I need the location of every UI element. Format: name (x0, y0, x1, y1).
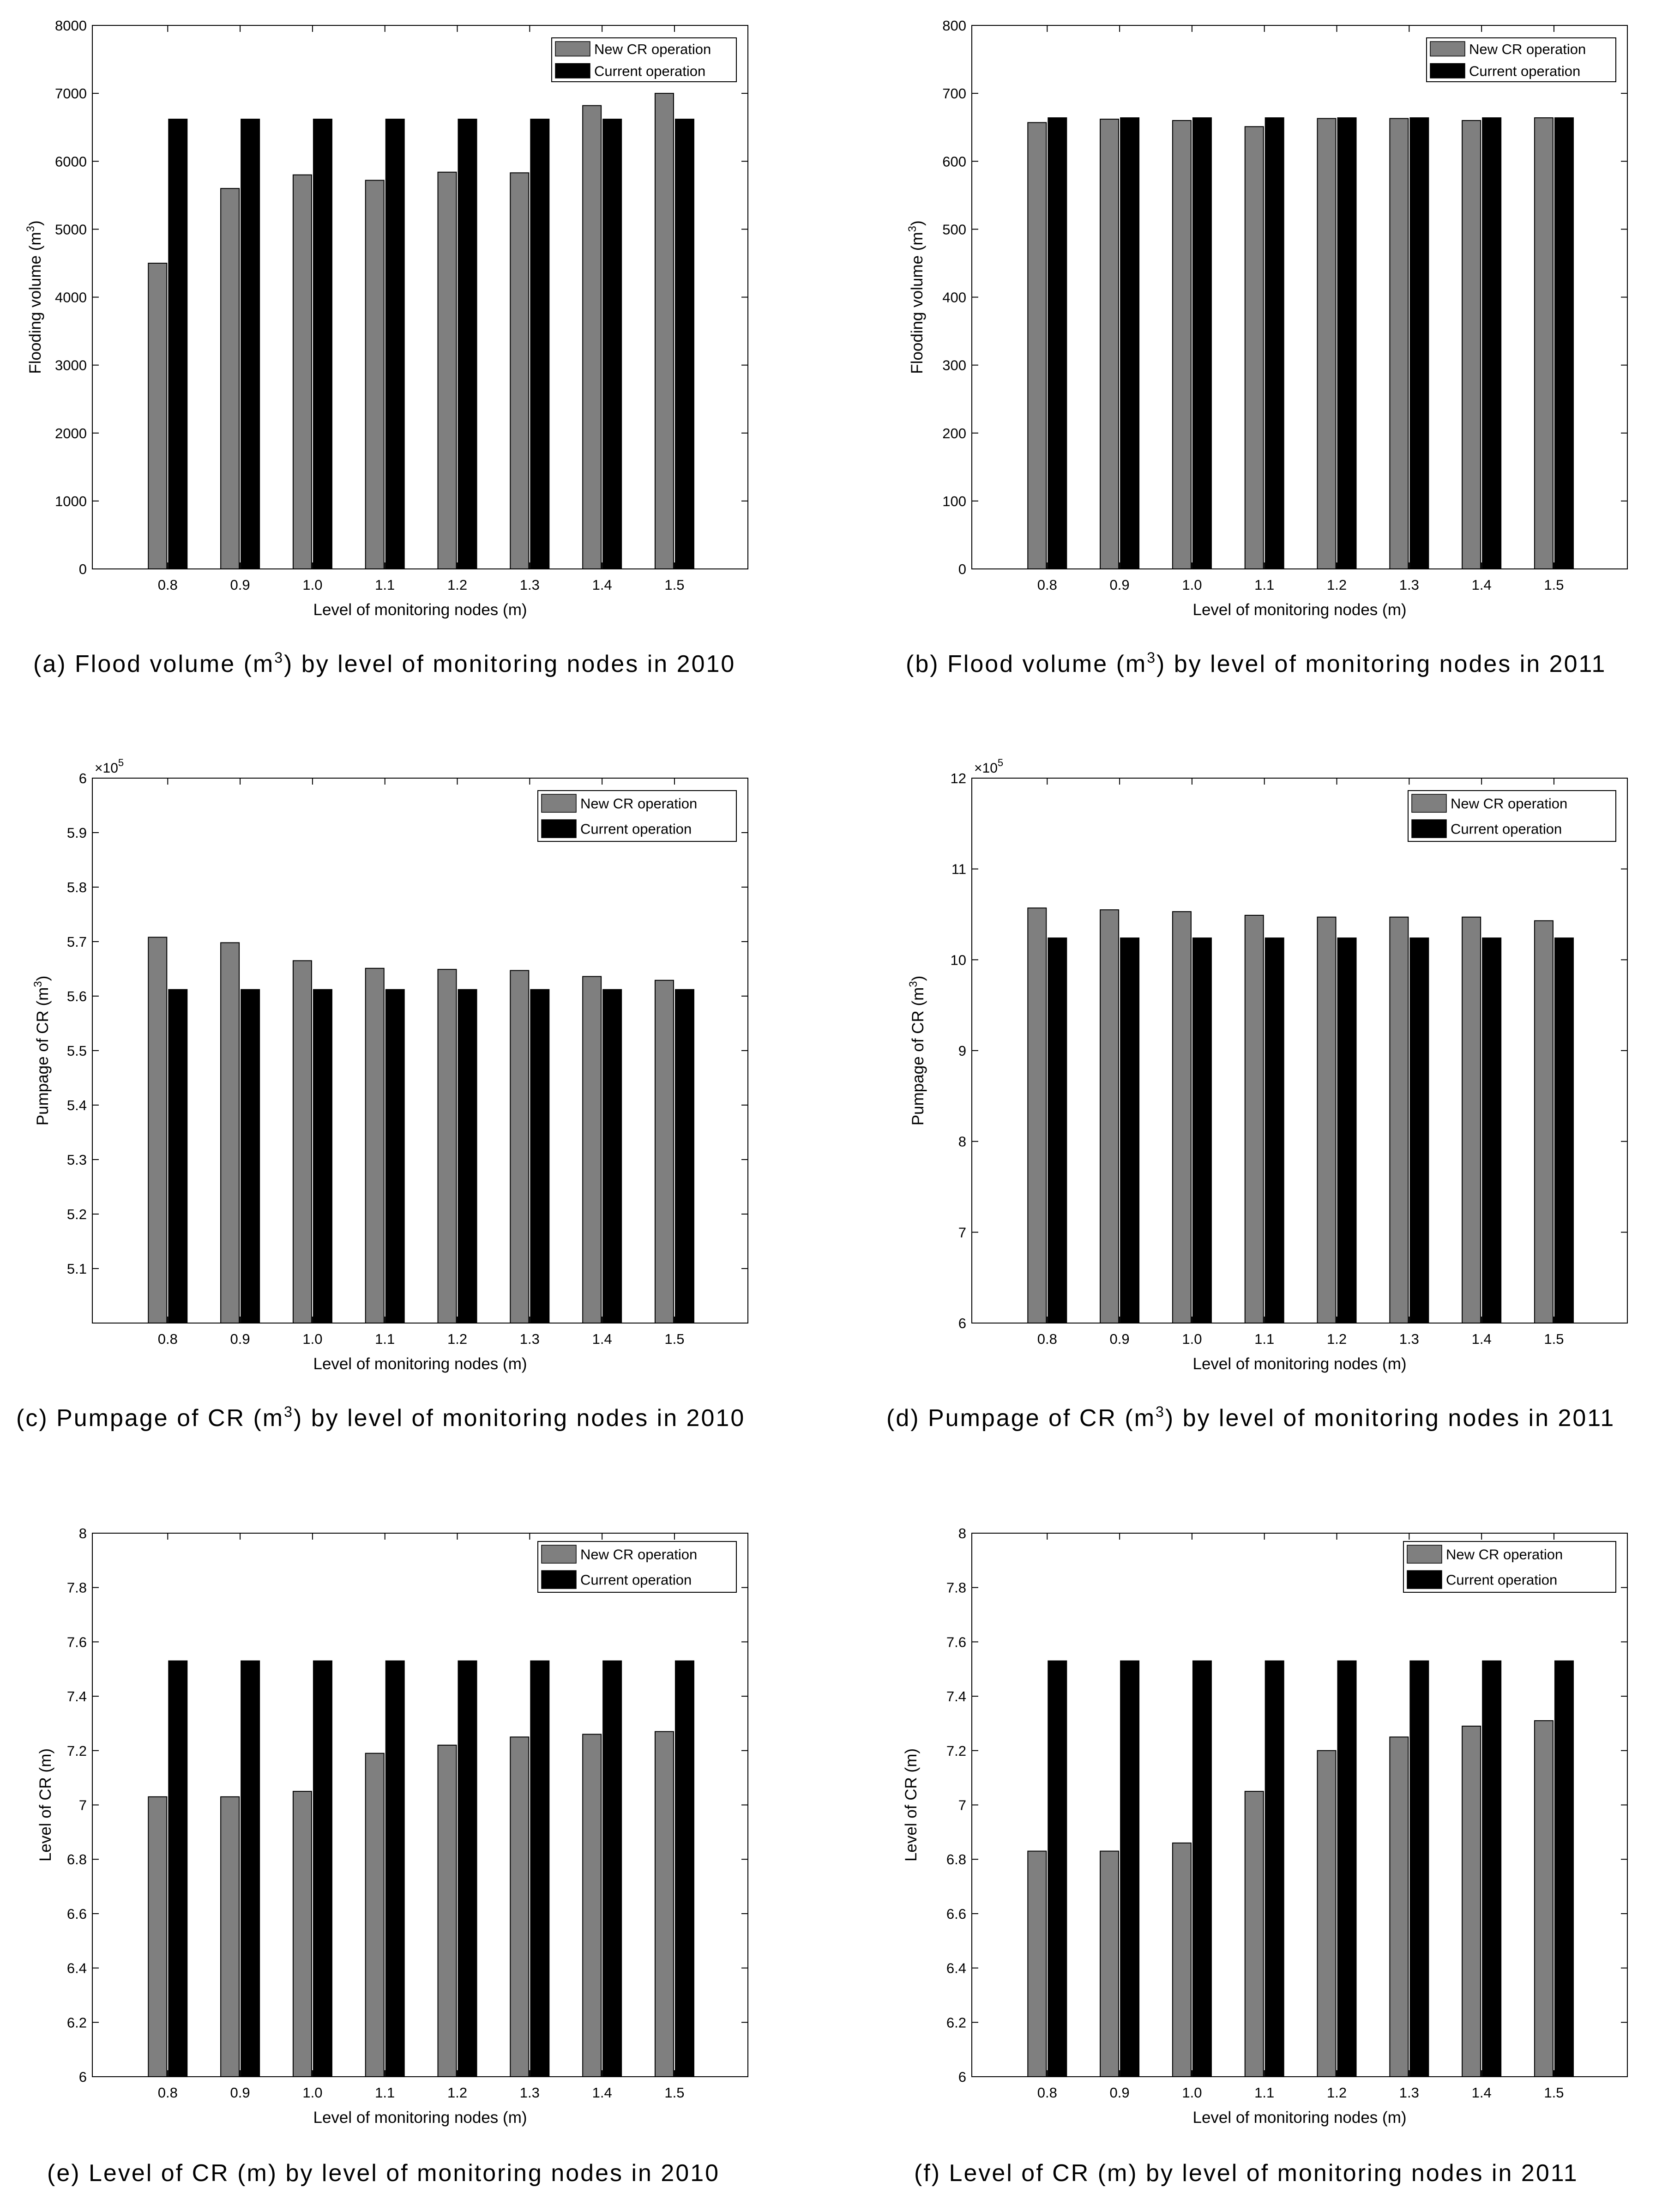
y-multiplier-base: ×10 (95, 761, 118, 776)
y-tick-label: 1000 (55, 493, 87, 509)
x-tick-label: 0.8 (157, 1331, 178, 1347)
legend (1427, 38, 1616, 82)
caption-text-end: ) by level of monitoring nodes in 2010 (284, 651, 736, 677)
y-axis-label-sup: 3 (906, 225, 919, 232)
y-axis-label-close: ) (34, 975, 52, 981)
bar-current-operation-1.4 (603, 990, 621, 1323)
y-tick-label: 5.6 (66, 988, 87, 1004)
y-tick-label: 100 (942, 493, 966, 509)
legend-label-new-cr-operation: New CR operation (1451, 795, 1568, 812)
panel-caption-f (914, 2160, 1578, 2187)
x-axis-label: Level of monitoring nodes (m) (1192, 2109, 1407, 2127)
chart-panel-b (906, 18, 1627, 677)
bar-current-operation-0.9 (241, 1661, 259, 2077)
x-tick-label: 1.2 (1326, 577, 1347, 593)
x-tick-label: 0.8 (157, 577, 178, 593)
legend-label-current-operation: Current operation (1469, 63, 1581, 79)
legend (538, 791, 736, 841)
legend-label-current-operation: Current operation (1451, 821, 1562, 837)
y-tick-label: 600 (942, 153, 966, 170)
axes-box (92, 778, 748, 1323)
bar-new-cr-operation-1.3 (510, 173, 529, 569)
y-tick-label: 5.5 (66, 1043, 87, 1059)
bar-new-cr-operation-1.3 (1390, 917, 1408, 1323)
y-tick-label: 6.4 (946, 1960, 966, 1976)
panel-caption-e (47, 2160, 720, 2187)
x-tick-label: 1.1 (1254, 577, 1275, 593)
bar-current-operation-1.2 (1338, 1661, 1356, 2077)
bar-current-operation-1.0 (1193, 118, 1211, 569)
y-axis-label (24, 220, 44, 374)
bar-new-cr-operation-1.1 (366, 1753, 384, 2077)
bar-new-cr-operation-0.9 (221, 188, 239, 569)
y-tick-label: 7.2 (66, 1742, 87, 1759)
x-tick-label: 1.3 (519, 1331, 540, 1347)
bar-new-cr-operation-1.2 (438, 969, 457, 1323)
x-tick-label: 1.0 (1182, 2085, 1202, 2101)
y-tick-label: 400 (942, 289, 966, 306)
bar-new-cr-operation-1.0 (1173, 121, 1191, 569)
chart-panel-d (886, 757, 1627, 1432)
caption-text-end: ) by level of monitoring nodes in 2011 (1165, 1405, 1615, 1432)
x-tick-label: 1.4 (592, 2085, 612, 2101)
y-tick-label: 500 (942, 221, 966, 238)
bar-new-cr-operation-0.8 (1028, 1851, 1046, 2077)
bar-current-operation-1.1 (386, 1661, 404, 2077)
caption-sup: 3 (1156, 1403, 1165, 1420)
legend-swatch-new-cr-operation (1412, 794, 1446, 812)
bar-new-cr-operation-0.9 (221, 1797, 239, 2077)
y-tick-label: 6 (958, 1315, 966, 1331)
y-multiplier-exp: 5 (118, 757, 124, 768)
chart-panel-e (36, 1525, 748, 2187)
bar-current-operation-1.0 (1193, 938, 1211, 1323)
bar-new-cr-operation-1.0 (293, 1791, 312, 2077)
bar-current-operation-1.1 (1265, 118, 1284, 569)
y-tick-label: 7.4 (946, 1688, 966, 1705)
x-tick-label: 0.9 (230, 1331, 250, 1347)
x-tick-label: 1.3 (1399, 2085, 1419, 2101)
y-axis-label-sup: 3 (32, 981, 44, 987)
x-tick-label: 1.5 (1544, 1331, 1564, 1347)
x-tick-label: 1.5 (664, 2085, 685, 2101)
y-axis-label-text: Pumpage of CR (m (909, 987, 927, 1126)
x-tick-label: 1.2 (1326, 2085, 1347, 2101)
y-axis-label-sup: 3 (24, 225, 37, 232)
x-tick-label: 1.4 (1471, 1331, 1492, 1347)
bar-new-cr-operation-1.1 (366, 180, 384, 569)
y-axis-label (906, 220, 926, 374)
x-axis-label: Level of monitoring nodes (m) (313, 601, 527, 619)
legend (552, 38, 736, 82)
x-axis-label: Level of monitoring nodes (m) (1192, 601, 1407, 619)
y-axis-label-text: Pumpage of CR (m (34, 987, 52, 1126)
caption-text: (e) Level of CR (m) by level of monitoring nodes in 2010 (47, 2160, 720, 2187)
y-tick-label: 9 (958, 1043, 966, 1059)
legend-label-current-operation: Current operation (580, 1571, 692, 1588)
y-tick-label: 7.6 (946, 1634, 966, 1650)
bar-new-cr-operation-1.2 (438, 1745, 457, 2077)
x-tick-label: 1.5 (664, 577, 685, 593)
y-tick-label: 5.1 (66, 1261, 87, 1277)
x-tick-label: 0.9 (1109, 1331, 1130, 1347)
bar-current-operation-1.5 (1555, 938, 1573, 1323)
y-tick-label: 7 (958, 1224, 966, 1241)
bar-current-operation-0.8 (1048, 118, 1066, 569)
y-tick-label: 7000 (55, 85, 87, 102)
bar-new-cr-operation-1.4 (583, 106, 601, 569)
bar-new-cr-operation-0.9 (1100, 1851, 1119, 2077)
y-tick-label: 4000 (55, 289, 87, 306)
bar-current-operation-1.5 (675, 1661, 694, 2077)
x-tick-label: 1.3 (1399, 1331, 1419, 1347)
bar-current-operation-1.1 (1265, 938, 1284, 1323)
x-tick-label: 1.4 (1471, 2085, 1492, 2101)
x-axis-label: Level of monitoring nodes (m) (313, 2109, 527, 2127)
y-tick-label: 6 (958, 2069, 966, 2085)
bar-current-operation-1.2 (458, 1661, 477, 2077)
bar-new-cr-operation-1.5 (1535, 1721, 1553, 2077)
caption-sup: 3 (274, 649, 284, 666)
bar-current-operation-1.2 (458, 990, 477, 1323)
y-tick-label: 7 (958, 1797, 966, 1813)
x-tick-label: 1.0 (302, 2085, 323, 2101)
bar-new-cr-operation-1.2 (1318, 119, 1336, 569)
bar-new-cr-operation-0.9 (221, 943, 239, 1323)
bar-current-operation-1.5 (1555, 1661, 1573, 2077)
bar-new-cr-operation-0.8 (148, 937, 167, 1323)
legend-swatch-new-cr-operation (542, 794, 576, 812)
y-tick-label: 10 (950, 952, 966, 968)
caption-sup: 3 (1147, 649, 1157, 666)
y-axis-label-close: ) (908, 220, 926, 226)
bar-current-operation-1.3 (530, 119, 549, 569)
legend-label-new-cr-operation: New CR operation (580, 1546, 698, 1563)
x-tick-label: 1.5 (664, 1331, 685, 1347)
legend-label-new-cr-operation: New CR operation (580, 795, 698, 812)
bar-new-cr-operation-1.4 (1462, 917, 1481, 1323)
bar-new-cr-operation-1.5 (655, 980, 674, 1323)
x-tick-label: 1.1 (375, 577, 395, 593)
legend-swatch-new-cr-operation (1430, 42, 1465, 56)
caption-text: (c) Pumpage of CR (m (16, 1405, 284, 1432)
y-tick-label: 5.7 (66, 934, 87, 950)
axes-box (972, 1533, 1627, 2077)
y-tick-label: 7.4 (66, 1688, 87, 1705)
y-tick-label: 11 (951, 861, 966, 877)
x-tick-label: 0.9 (230, 577, 250, 593)
axes-box (92, 25, 748, 569)
y-tick-label: 700 (942, 85, 966, 102)
bar-new-cr-operation-1.0 (293, 961, 312, 1323)
bar-current-operation-1.0 (1193, 1661, 1211, 2077)
x-tick-label: 1.0 (1182, 577, 1202, 593)
x-tick-label: 1.2 (447, 1331, 468, 1347)
y-tick-label: 6.4 (66, 1960, 87, 1976)
bar-current-operation-1.2 (458, 119, 477, 569)
bar-current-operation-1.1 (386, 119, 404, 569)
bar-current-operation-1.3 (1410, 118, 1428, 569)
y-tick-label: 8000 (55, 18, 87, 34)
legend-label-current-operation: Current operation (1446, 1571, 1558, 1588)
x-tick-label: 1.4 (592, 577, 612, 593)
y-tick-label: 6.8 (946, 1851, 966, 1868)
y-tick-label: 6 (78, 770, 87, 786)
legend (1408, 791, 1616, 841)
bar-new-cr-operation-1.0 (293, 175, 312, 569)
bar-current-operation-0.8 (1048, 938, 1066, 1323)
x-tick-label: 1.1 (1254, 1331, 1275, 1347)
y-axis-label-close: ) (26, 220, 44, 226)
y-tick-label: 800 (942, 18, 966, 34)
x-tick-label: 1.4 (1471, 577, 1492, 593)
x-tick-label: 0.9 (1109, 577, 1130, 593)
x-tick-label: 1.2 (447, 577, 468, 593)
bar-current-operation-1.4 (603, 119, 621, 569)
y-axis-label (32, 976, 52, 1126)
bar-current-operation-1.5 (675, 119, 694, 569)
bar-new-cr-operation-0.8 (148, 263, 167, 569)
x-tick-label: 1.3 (519, 577, 540, 593)
y-tick-label: 3000 (55, 357, 87, 374)
axes-box (972, 778, 1627, 1323)
chart-panel-f (902, 1525, 1627, 2187)
legend-swatch-new-cr-operation (542, 1545, 576, 1563)
x-tick-label: 1.1 (1254, 2085, 1275, 2101)
bar-new-cr-operation-1.5 (1535, 118, 1553, 569)
bar-new-cr-operation-1.3 (1390, 1737, 1408, 2077)
bar-new-cr-operation-1.4 (583, 1734, 601, 2077)
x-tick-label: 0.8 (157, 2085, 178, 2101)
y-tick-label: 7.2 (946, 1742, 966, 1759)
bar-current-operation-0.9 (241, 119, 259, 569)
bar-current-operation-0.9 (1120, 118, 1139, 569)
bar-current-operation-0.9 (241, 990, 259, 1323)
bar-current-operation-0.8 (169, 1661, 187, 2077)
bar-current-operation-1.3 (530, 1661, 549, 2077)
bar-new-cr-operation-0.8 (1028, 122, 1046, 569)
bar-new-cr-operation-0.8 (148, 1797, 167, 2077)
bar-current-operation-1.3 (1410, 1661, 1428, 2077)
caption-sup: 3 (284, 1403, 294, 1420)
bar-current-operation-1.5 (675, 990, 694, 1323)
caption-text: (a) Flood volume (m (33, 651, 275, 677)
bar-current-operation-1.1 (1265, 1661, 1284, 2077)
y-tick-label: 6.8 (66, 1851, 87, 1868)
bar-current-operation-1.3 (1410, 938, 1428, 1323)
y-tick-label: 2000 (55, 425, 87, 441)
legend-swatch-new-cr-operation (1407, 1545, 1442, 1563)
caption-text-end: ) by level of monitoring nodes in 2010 (293, 1405, 746, 1432)
y-tick-label: 5.3 (66, 1152, 87, 1168)
bar-current-operation-1.2 (1338, 118, 1356, 569)
legend-swatch-current-operation (1430, 64, 1465, 79)
y-multiplier-exp: 5 (997, 757, 1004, 768)
x-tick-label: 0.8 (1037, 577, 1057, 593)
x-axis-label: Level of monitoring nodes (m) (1192, 1355, 1407, 1373)
bar-current-operation-0.9 (1120, 938, 1139, 1323)
y-tick-label: 5.4 (66, 1097, 87, 1113)
y-axis-label (902, 1748, 920, 1862)
bar-new-cr-operation-1.2 (1318, 1751, 1336, 2077)
chart-panel-a (24, 18, 748, 677)
y-tick-label: 8 (958, 1133, 966, 1150)
bar-new-cr-operation-1.1 (1245, 1791, 1264, 2077)
y-multiplier-base: ×10 (974, 761, 998, 776)
y-tick-label: 6 (78, 2069, 87, 2085)
bar-new-cr-operation-1.3 (1390, 119, 1408, 569)
y-tick-label: 6000 (55, 153, 87, 170)
bar-new-cr-operation-1.0 (1173, 1843, 1191, 2077)
legend-swatch-current-operation (1412, 820, 1446, 838)
bar-new-cr-operation-1.2 (438, 172, 457, 569)
axes-box (92, 1533, 748, 2077)
y-axis-label-sup: 3 (907, 981, 920, 987)
caption-text: (b) Flood volume (m (906, 651, 1147, 677)
legend-swatch-current-operation (542, 820, 576, 838)
y-tick-label: 12 (950, 770, 966, 786)
bar-current-operation-1.0 (313, 990, 332, 1323)
bar-current-operation-1.4 (1482, 1661, 1501, 2077)
bar-current-operation-0.9 (1120, 1661, 1139, 2077)
y-axis-label-text: Flooding volume (m (908, 232, 926, 374)
bar-new-cr-operation-1.4 (1462, 121, 1481, 569)
y-tick-label: 7 (78, 1797, 87, 1813)
x-tick-label: 0.9 (230, 2085, 250, 2101)
bar-new-cr-operation-1.3 (510, 971, 529, 1323)
y-tick-label: 7.8 (946, 1579, 966, 1596)
bar-new-cr-operation-1.5 (655, 93, 674, 569)
bar-current-operation-1.0 (313, 1661, 332, 2077)
bar-new-cr-operation-1.4 (1462, 1726, 1481, 2077)
chart-panel-c (16, 757, 748, 1432)
x-tick-label: 1.5 (1544, 577, 1564, 593)
legend-label-new-cr-operation: New CR operation (594, 41, 711, 57)
y-tick-label: 0 (958, 561, 966, 577)
bar-new-cr-operation-1.0 (1173, 912, 1191, 1323)
y-axis-label (907, 976, 927, 1126)
y-axis-label-text: Level of CR (m) (902, 1748, 920, 1862)
y-axis-label-text: Flooding volume (m (26, 232, 44, 374)
x-tick-label: 1.0 (1182, 1331, 1202, 1347)
legend-label-new-cr-operation: New CR operation (1446, 1546, 1563, 1563)
y-multiplier (95, 757, 124, 776)
legend-label-current-operation: Current operation (580, 821, 692, 837)
x-tick-label: 1.3 (519, 2085, 540, 2101)
bar-current-operation-1.1 (386, 990, 404, 1323)
bar-new-cr-operation-1.5 (655, 1732, 674, 2077)
bar-new-cr-operation-1.1 (366, 968, 384, 1323)
y-tick-label: 8 (78, 1525, 87, 1541)
panel-caption-a (33, 649, 735, 677)
axes-box (972, 25, 1627, 569)
x-tick-label: 1.4 (592, 1331, 612, 1347)
bar-new-cr-operation-0.9 (1100, 119, 1119, 569)
x-tick-label: 1.1 (375, 2085, 395, 2101)
y-axis-label-close: ) (909, 975, 927, 981)
panel-caption-b (906, 649, 1606, 677)
y-tick-label: 0 (78, 561, 87, 577)
y-tick-label: 8 (958, 1525, 966, 1541)
x-tick-label: 1.0 (302, 577, 323, 593)
bar-new-cr-operation-1.3 (510, 1737, 529, 2077)
legend-label-new-cr-operation: New CR operation (1469, 41, 1586, 57)
y-tick-label: 6.2 (66, 2014, 87, 2031)
bar-current-operation-1.4 (1482, 938, 1501, 1323)
x-tick-label: 0.8 (1037, 2085, 1057, 2101)
y-axis-label (36, 1748, 54, 1862)
bar-new-cr-operation-1.1 (1245, 915, 1264, 1323)
legend-swatch-current-operation (555, 64, 590, 79)
caption-text-end: ) by level of monitoring nodes in 2011 (1156, 651, 1607, 677)
bar-new-cr-operation-0.8 (1028, 908, 1046, 1323)
x-tick-label: 0.8 (1037, 1331, 1057, 1347)
y-tick-label: 5.9 (66, 825, 87, 841)
y-tick-label: 6.6 (66, 1905, 87, 1922)
x-tick-label: 1.2 (1326, 1331, 1347, 1347)
x-tick-label: 1.2 (447, 2085, 468, 2101)
bar-current-operation-1.0 (313, 119, 332, 569)
y-axis-label-text: Level of CR (m) (36, 1748, 54, 1862)
legend-swatch-new-cr-operation (555, 42, 590, 56)
y-tick-label: 300 (942, 357, 966, 374)
x-axis-label: Level of monitoring nodes (m) (313, 1355, 527, 1373)
y-tick-label: 6.6 (946, 1905, 966, 1922)
bar-new-cr-operation-1.5 (1535, 921, 1553, 1323)
legend (538, 1541, 736, 1592)
y-tick-label: 7.6 (66, 1634, 87, 1650)
panel-caption-c (16, 1403, 745, 1432)
x-tick-label: 1.3 (1399, 577, 1419, 593)
bar-current-operation-0.8 (169, 990, 187, 1323)
bar-new-cr-operation-0.9 (1100, 910, 1119, 1323)
bar-current-operation-1.3 (530, 990, 549, 1323)
legend-swatch-current-operation (1407, 1571, 1442, 1589)
y-tick-label: 5.8 (66, 879, 87, 895)
x-tick-label: 0.9 (1109, 2085, 1130, 2101)
bar-current-operation-1.5 (1555, 118, 1573, 569)
caption-text: (f) Level of CR (m) by level of monitoring nodes in 2011 (914, 2160, 1578, 2187)
legend-label-current-operation: Current operation (594, 63, 706, 79)
legend (1403, 1541, 1616, 1592)
x-tick-label: 1.0 (302, 1331, 323, 1347)
x-tick-label: 1.5 (1544, 2085, 1564, 2101)
y-tick-label: 7.8 (66, 1579, 87, 1596)
y-tick-label: 6.2 (946, 2014, 966, 2031)
legend-swatch-current-operation (542, 1571, 576, 1589)
caption-text: (d) Pumpage of CR (m (886, 1405, 1156, 1432)
y-tick-label: 200 (942, 425, 966, 441)
y-multiplier (974, 757, 1003, 776)
bar-current-operation-0.8 (169, 119, 187, 569)
y-tick-label: 5000 (55, 221, 87, 238)
bar-new-cr-operation-1.2 (1318, 917, 1336, 1323)
bar-current-operation-1.4 (1482, 118, 1501, 569)
bar-current-operation-0.8 (1048, 1661, 1066, 2077)
bar-current-operation-1.4 (603, 1661, 621, 2077)
x-tick-label: 1.1 (375, 1331, 395, 1347)
bar-current-operation-1.2 (1338, 938, 1356, 1323)
panel-caption-d (886, 1403, 1615, 1432)
y-tick-label: 5.2 (66, 1206, 87, 1222)
bar-new-cr-operation-1.4 (583, 977, 601, 1323)
bar-new-cr-operation-1.1 (1245, 127, 1264, 569)
